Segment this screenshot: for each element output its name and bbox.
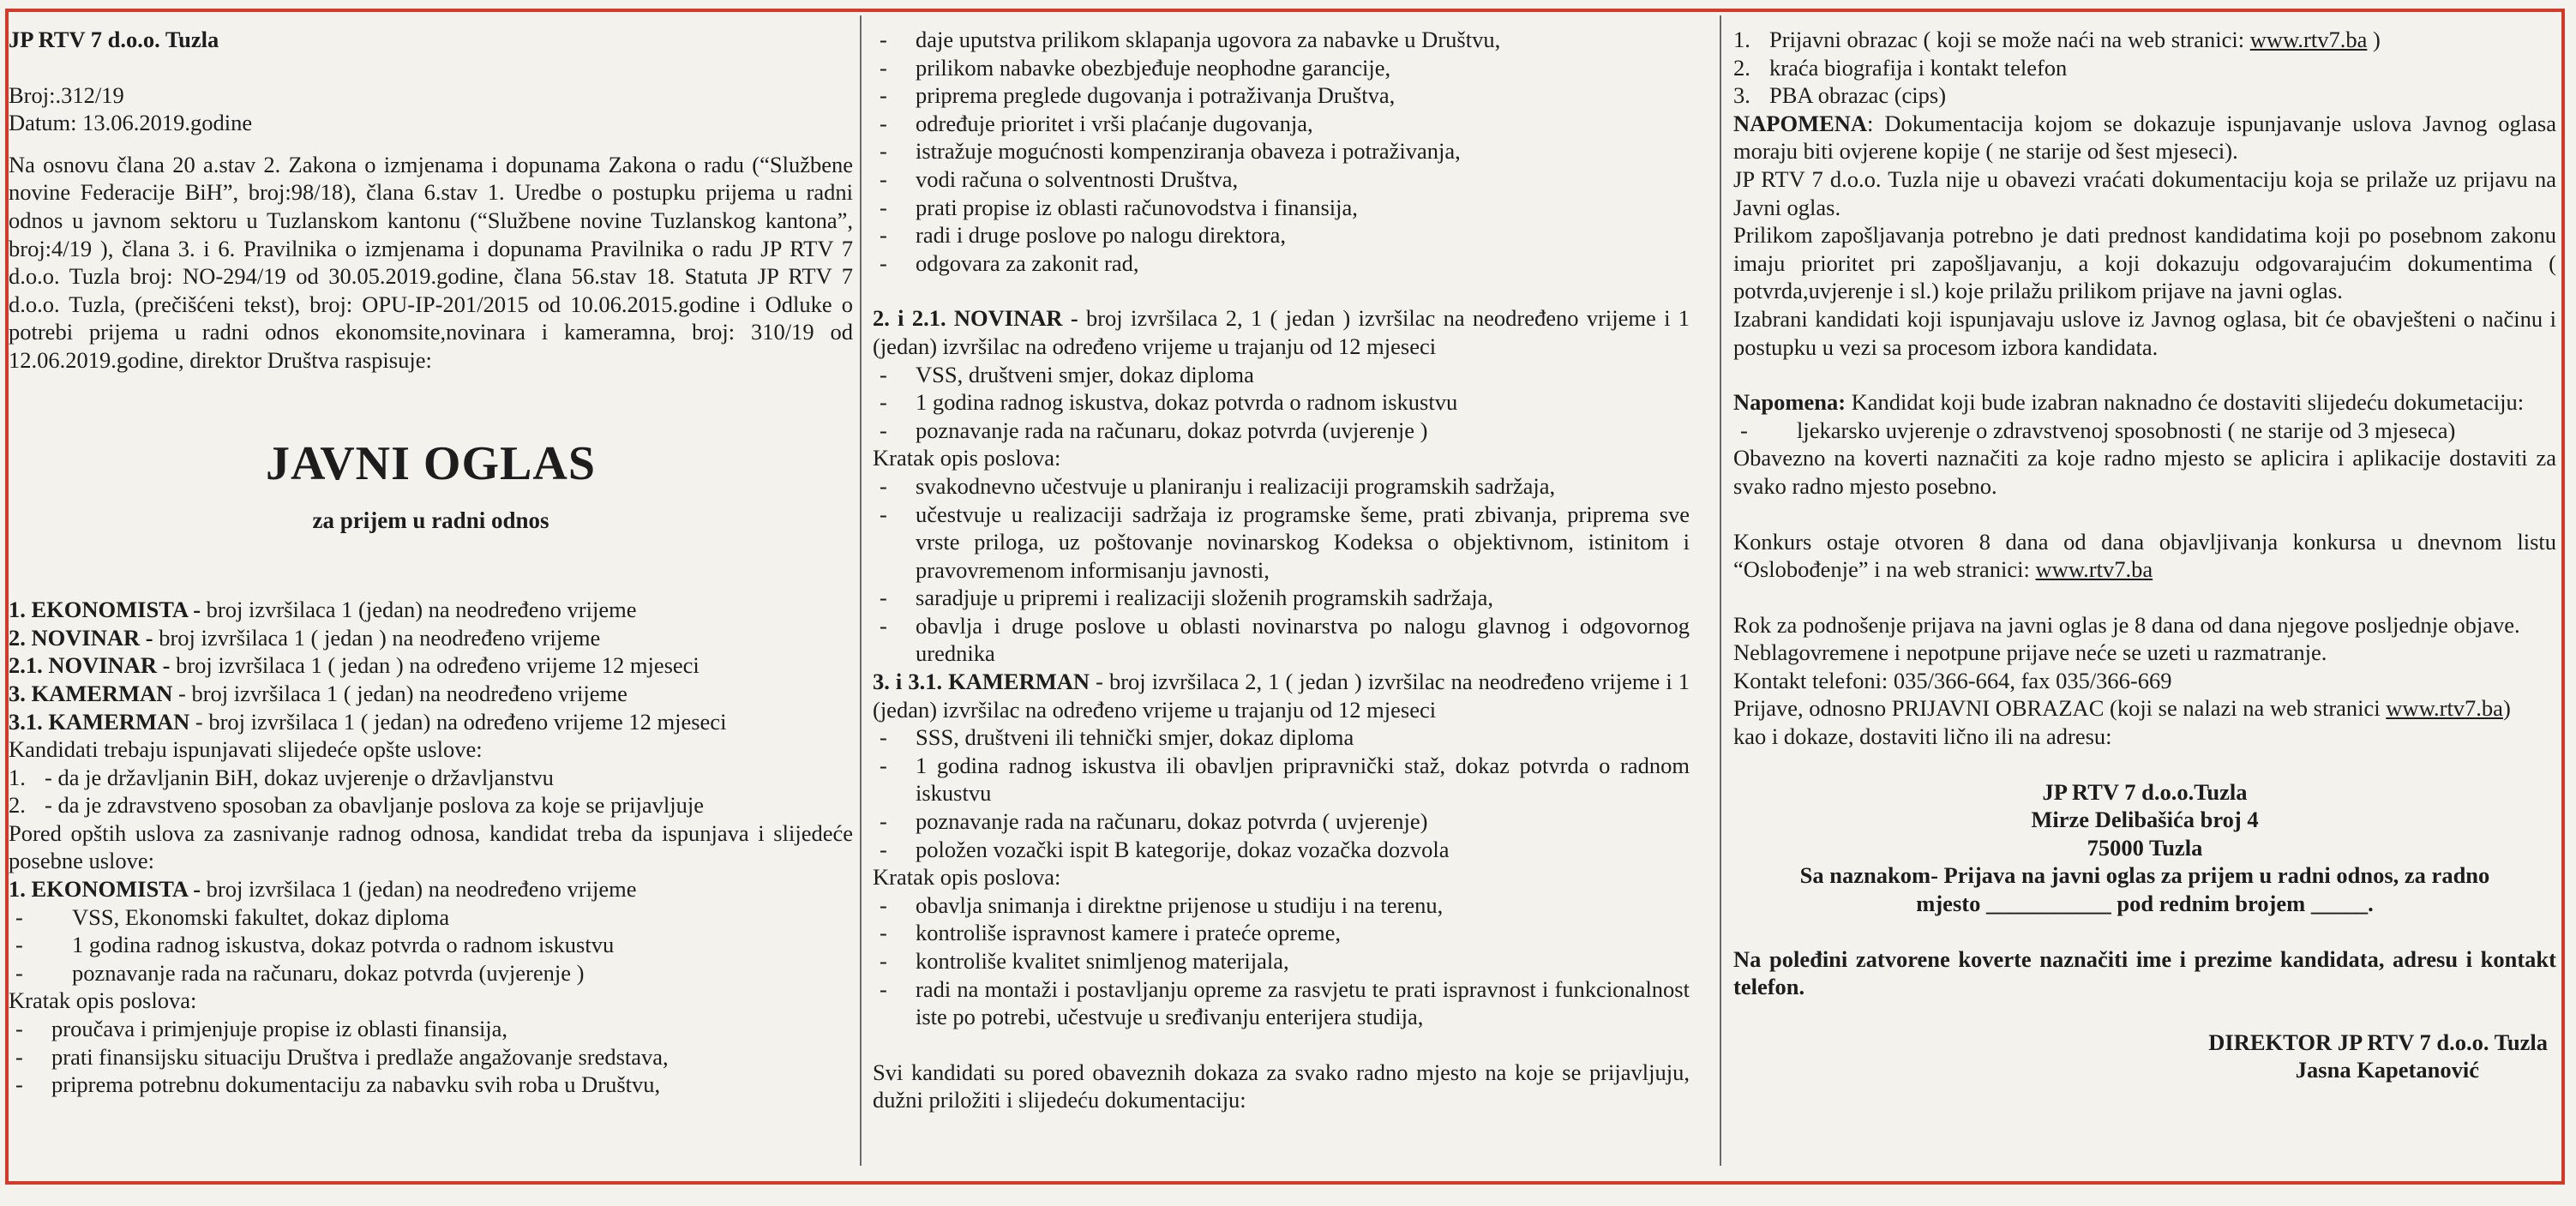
section-heading-kamerman: 3. i 3.1. KAMERMAN - broj izvršilaca 2, 1 ( jedan ) izvršilac na neodređeno vrijeme i 1 (jedan) izvršilac na određeno vrijeme u trajanju od 12 mjeseci: [873, 669, 1690, 723]
general-condition-item: 2. - da je zdravstveno sposoban za obavljanje poslova za koje se prijavljuje: [9, 792, 704, 819]
address-line: Sa naznakom- Prijava na javni oglas za prijem u radni odnos, za radno: [1799, 862, 2490, 889]
duty-item: - radi i druge poslove po nalogu direktora,: [880, 222, 1286, 249]
duty-item: - prati finansijsku situaciju Društva i predlaže angažovanje sredstava,: [15, 1043, 669, 1070]
position-item: 1. EKONOMISTA - broj izvršilaca 1 (jedan) na neodređeno vrijeme: [9, 597, 637, 623]
note-paragraph: NAPOMENA: Dokumentacija kojom se dokazuje ispunjavanje uslova Javnog oglasa moraju biti ovjerene kopije ( ne starije od šest mjeseci).: [1733, 110, 2556, 165]
positions-list: [9, 596, 853, 735]
column-divider: [860, 15, 862, 1166]
special-conditions-intro: Pored opštih uslova za zasnivanje radnog odnosa, kandidat treba da ispunjava i slijedeće posebne uslove:: [9, 819, 853, 874]
note2-item: - ljekarsko uvjerenje o zdravstvenoj sposobnosti ( ne starije od 3 mjeseca): [1740, 417, 2456, 443]
return-docs-paragraph: JP RTV 7 d.o.o. Tuzla nije u obavezi vraćati dokumentaciju koja se prilaže uz prijavu na Javni oglas.: [1733, 165, 2556, 220]
selection-paragraph: Izabrani kandidati koji ispunjavaju uslove iz Javnog oglasa, bit će obavješteni o načinu i postupku u vezi sa procesom izbora kandidata.: [1733, 305, 2556, 360]
duty-item: - istražuje mogućnosti kompenziranja obaveza i potraživanja,: [880, 138, 1461, 165]
duties-heading: Kratak opis poslova:: [873, 864, 1061, 891]
priority-paragraph: Prilikom zapošljavanja potrebno je dati prednost kandidatima koji po posebnom zakonu imaju prioritet pri zapošljavanju, a koji dokazuju odgovarajućim dokumentima ( potvrda,uvjerenje i sl.) koje prilažu prilikom prijave na javni oglas.: [1733, 222, 2556, 304]
requirement-item: - 1 godina radnog iskustva, dokaz potvrda o radnom iskustvu: [880, 389, 1458, 416]
section-heading-novinar: 2. i 2.1. NOVINAR - broj izvršilaca 2, 1 ( jedan ) izvršilac na neodređeno vrijeme i 1 (jedan) izvršilac na određeno vrijeme u trajanju od 12 mjeseci: [873, 305, 1690, 359]
column-divider: [1720, 15, 1721, 1166]
requirement-item: - SSS, društveni ili tehnički smjer, dokaz diploma: [880, 724, 1354, 751]
duty-item: - kontroliše kvalitet snimljenog materijala,: [880, 948, 1289, 974]
website-link[interactable]: www.rtv7.ba: [2386, 695, 2503, 722]
address-line: mjesto ___________ pod rednim brojem _____.: [1916, 891, 2374, 917]
duty-item: - prilikom nabavke obezbjeđuje neophodne garancije,: [880, 54, 1391, 81]
duty-item: - kontroliše ispravnost kamere i prateće opreme,: [880, 920, 1341, 946]
position-item: 2.1. NOVINAR - broj izvršilaca 1 ( jedan ) na određeno vrijeme 12 mjeseci: [9, 652, 700, 679]
requirement-item: - poznavanje rada na računaru, dokaz potvrda ( uvjerenje): [880, 808, 1428, 835]
requirement-item: - poznavanje rada na računaru, dokaz potvrda (uvjerenje ): [880, 417, 1428, 443]
column-3: [1733, 26, 2556, 1157]
position-item: 2. NOVINAR - broj izvršilaca 1 ( jedan ) na neodređeno vrijeme: [9, 624, 601, 651]
contest-paragraph: Konkurs ostaje otvoren 8 dana od dana objavljivanja konkursa u dnevnom listu “Oslobođenje” i na web stranici: www.rtv7.ba: [1733, 528, 2556, 583]
duty-item: - priprema potrebnu dokumentaciju za nabavku svih roba u Društvu,: [15, 1071, 661, 1098]
duties-heading: Kratak opis poslova:: [9, 987, 197, 1014]
address-line: Mirze Delibašića broj 4: [2031, 807, 2259, 833]
requirement-item: - 1 godina radnog iskustva, dokaz potvrda o radnom iskustvu: [15, 932, 615, 958]
document-item: 3. PBA obrazac (cips): [1733, 82, 1947, 109]
duty-item: - priprema preglede dugovanja i potraživanja Društva,: [880, 82, 1396, 109]
address-line: JP RTV 7 d.o.o.Tuzla: [2042, 778, 2248, 805]
duty-item: - obavlja snimanja i direktne prijenose u studiju i na terenu,: [880, 891, 1444, 918]
duty-item: - saradjuje u pripremi i realizaciji složenih programskih sadržaja,: [880, 585, 1494, 611]
note2-paragraph: Napomena: Kandidat koji bude izabran naknadno će dostaviti slijedeću dokumetaciju:: [1733, 389, 2525, 416]
ad-subtitle: za prijem u radni odnos: [312, 507, 549, 533]
document-item: 2. kraća biografija i kontakt telefon: [1733, 54, 2068, 81]
envelope-back-note: Na poleđini zatvorene koverte naznačiti ime i prezime kandidata, adresu i kontakt telefon.: [1733, 945, 2556, 1000]
applications-paragraph: Prijave, odnosno PRIJAVNI OBRAZAC (koji se nalazi na web stranici www.rtv7.ba): [1733, 695, 2511, 722]
document-date: Datum: 13.06.2019.godine: [9, 110, 253, 136]
requirement-item: - VSS, društveni smjer, dokaz diploma: [880, 361, 1254, 387]
deadline-paragraph: Rok za podnošenje prijava na javni oglas je 8 dana od dana njegove posljednje objave.: [1733, 611, 2520, 638]
intro-paragraph: Na osnovu člana 20 a.stav 2. Zakona o izmjenama i dopunama Zakona o radu (“Službene novine Federacije BiH”, broj:98/18), člana 6.stav 1. Uredbe o postupku prijema u radni odnos u javnom sektoru u Tuzlanskom kantonu (“Službene novine Tuzlanskog kantona”, broj:4/19 ), člana 3. i 6. Pravilnika o izmjenama i dopunama Pravilnika o radu JP RTV 7 d.o.o. Tuzla broj: NO-294/19 od 30.05.2019.godine, člana 56.stav 18. Statuta JP RTV 7 d.o.o. Tuzla, (prečišćeni tekst), broj: OPU-IP-201/2015 od 10.06.2015.godine i Odluke o potrebi prijema u radni odnos ekonomsite,novinara i kameramna, broj: 310/19 od 12.06.2019.godine, direktor Društva raspisuje:: [9, 151, 853, 373]
signature-title: DIREKTOR JP RTV 7 d.o.o. Tuzla: [2208, 1029, 2548, 1055]
website-link[interactable]: www.rtv7.ba: [2249, 27, 2368, 52]
delivery-paragraph: kao i dokaze, dostaviti lično ili na adresu:: [1733, 723, 2112, 750]
column-2: [873, 26, 1690, 1157]
duty-item: - prati propise iz oblasti računovodstva i finansija,: [880, 194, 1358, 220]
requirement-item: - 1 godina radnog iskustva ili obavljen pripravnički staž, dokaz potvrda o radnom iskustvu: [880, 752, 1690, 807]
position-item: 3. KAMERMAN - broj izvršilaca 1 ( jedan) na neodređeno vrijeme: [9, 680, 627, 706]
section-heading-ekonomista: 1. EKONOMISTA - broj izvršilaca 1 (jedan) na neodređeno vrijeme: [9, 876, 637, 903]
signature-name: Jasna Kapetanović: [2295, 1057, 2479, 1083]
incomplete-paragraph: Neblagovremene i nepotpune prijave neće se uzeti u razmatranje.: [1733, 639, 2327, 666]
duty-item: - proučava i primjenjuje propise iz oblasti finansija,: [15, 1016, 508, 1042]
documents-intro: Svi kandidati su pored obaveznih dokaza za svako radno mjesto na koje se prijavljuju, dužni priložiti i slijedeću dokumentaciju:: [873, 1059, 1690, 1113]
ad-title: JAVNI OGLAS: [266, 436, 596, 490]
reference-number: Broj:.312/19: [9, 81, 124, 108]
duty-item: - obavlja i druge poslove u oblasti novinarstva po nalogu glavnog i odgovornog urednika: [880, 612, 1690, 667]
duty-item: - vodi računa o solventnosti Društva,: [880, 165, 1239, 192]
document-item: 1. Prijavni obrazac ( koji se može naći na web stranici: www.rtv7.ba ): [1733, 27, 2381, 52]
duty-item: - učestvuje u realizaciji sadržaja iz programske šeme, prati zbivanja, priprema sve vrste priloga, uz poštovanje novinarskog Kodeksa o objektivnom, istinitom i pravovremenom informisanju javnosti,: [880, 501, 1690, 583]
duty-item: - radi na montaži i postavljanju opreme za rasvjetu te prati ispravnost i funkcionalnost iste po potrebi, učestvuje u sređivanju enterijera studija,: [880, 975, 1690, 1030]
requirement-item: - položen vozački ispit B kategorije, dokaz vozačka dozvola: [880, 836, 1450, 862]
general-conditions-intro: Kandidati trebaju ispunjavati slijedeće opšte uslove:: [9, 736, 483, 763]
general-condition-item: 1. - da je državljanin BiH, dokaz uvjerenje o državljanstvu: [9, 764, 554, 790]
duty-item: - daje uputstva prilikom sklapanja ugovora za nabavke u Društvu,: [880, 27, 1501, 52]
duty-item: - odgovara za zakonit rad,: [880, 249, 1139, 276]
address-line: 75000 Tuzla: [2087, 834, 2203, 861]
requirement-item: - VSS, Ekonomski fakultet, dokaz diploma: [15, 903, 450, 930]
website-link[interactable]: www.rtv7.ba: [2035, 556, 2153, 583]
organization-name: JP RTV 7 d.o.o. Tuzla: [9, 27, 219, 52]
column-1: [9, 26, 853, 1157]
requirement-item: - poznavanje rada na računaru, dokaz potvrda (uvjerenje ): [15, 959, 585, 986]
contact-phones: Kontakt telefoni: 035/366-664, fax 035/366-669: [1733, 667, 2172, 693]
duty-item: - svakodnevno učestvuje u planiranju i realizaciji programskih sadržaja,: [880, 472, 1556, 499]
position-item: 3.1. KAMERMAN - broj izvršilaca 1 ( jedan) na određeno vrijeme 12 mjeseci: [9, 708, 727, 735]
duties-heading: Kratak opis poslova:: [873, 445, 1061, 471]
envelope-paragraph: Obavezno na koverti naznačiti za koje radno mjesto se aplicira i aplikacije dostaviti za svako radno mjesto posebno.: [1733, 445, 2556, 499]
duty-item: - određuje prioritet i vrši plaćanje dugovanja,: [880, 110, 1313, 136]
